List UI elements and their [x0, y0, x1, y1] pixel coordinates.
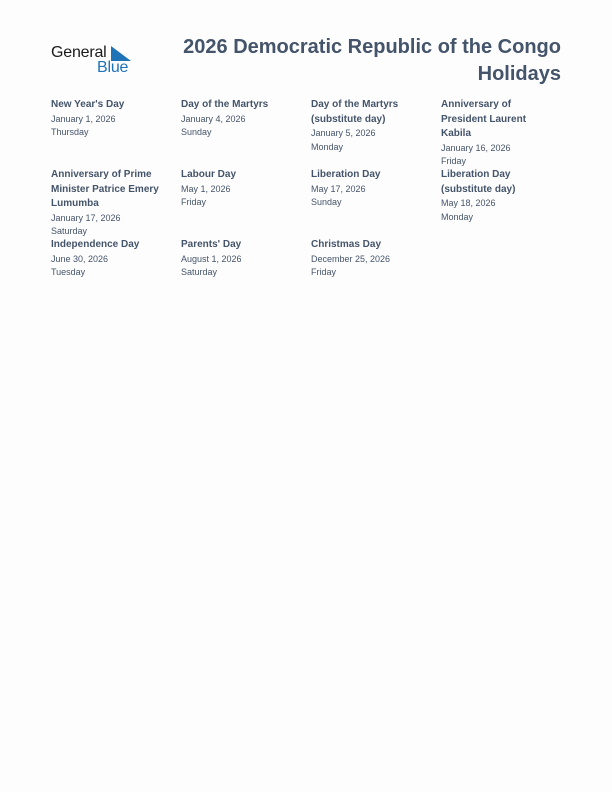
holiday-date: January 5, 2026 [311, 128, 376, 138]
holiday-weekday: Tuesday [51, 267, 86, 277]
holiday-name: Christmas Day [311, 239, 382, 250]
holiday-weekday: Friday [181, 197, 207, 207]
holiday-date: December 25, 2026 [311, 253, 391, 264]
holiday-date: May 18, 2026 [441, 198, 496, 208]
holiday-weekday: Sunday [181, 127, 212, 137]
holiday-name: Parents' Day [181, 239, 242, 250]
holiday-weekday: Thursday [51, 127, 89, 137]
holiday-name: Anniversary of President Laurent Kabila [441, 99, 527, 139]
holiday-name: Liberation Day (substitute day) [441, 169, 516, 195]
holiday-date: August 1, 2026 [181, 253, 242, 264]
holiday-item [51, 168, 171, 239]
holiday-date: January 4, 2026 [181, 113, 246, 124]
holiday-name: Independence Day [51, 239, 140, 250]
logo-word-blue: Blue [97, 59, 129, 76]
holiday-weekday: Friday [441, 156, 467, 166]
holiday-item [311, 238, 437, 280]
holiday-weekday: Sunday [311, 197, 342, 207]
holiday-name: Liberation Day [311, 169, 381, 180]
logo-word-general: General [51, 44, 107, 61]
page-title: 2026 Democratic Republic of the Congo Holidays [183, 36, 561, 85]
holiday-item [181, 168, 307, 210]
holiday-item [311, 98, 421, 154]
holiday-weekday: Monday [441, 211, 474, 222]
holiday-item [181, 98, 307, 140]
holiday-date: January 17, 2026 [51, 212, 121, 223]
holiday-name: Anniversary of Prime Minister Patrice Emery Lumumba [51, 169, 159, 209]
holiday-date: January 1, 2026 [51, 113, 116, 124]
holiday-item [51, 98, 177, 140]
holiday-item [311, 168, 437, 210]
holiday-weekday: Saturday [181, 267, 218, 277]
holiday-weekday: Monday [311, 141, 344, 152]
holiday-date: May 1, 2026 [181, 183, 231, 194]
holiday-weekday: Saturday [51, 226, 88, 236]
holiday-date: January 16, 2026 [441, 142, 511, 153]
generalblue-logo [51, 43, 135, 79]
holiday-name: Labour Day [181, 169, 237, 180]
holiday-date: June 30, 2026 [51, 253, 109, 264]
holiday-item [181, 238, 307, 280]
holiday-item [441, 98, 541, 169]
holiday-weekday: Friday [311, 267, 337, 277]
holiday-date: May 17, 2026 [311, 183, 366, 194]
holiday-name: New Year's Day [51, 99, 125, 110]
holiday-item [441, 168, 551, 224]
holiday-name: Day of the Martyrs (substitute day) [311, 99, 399, 125]
holiday-item [51, 238, 177, 280]
holiday-name: Day of the Martyrs [181, 99, 269, 110]
